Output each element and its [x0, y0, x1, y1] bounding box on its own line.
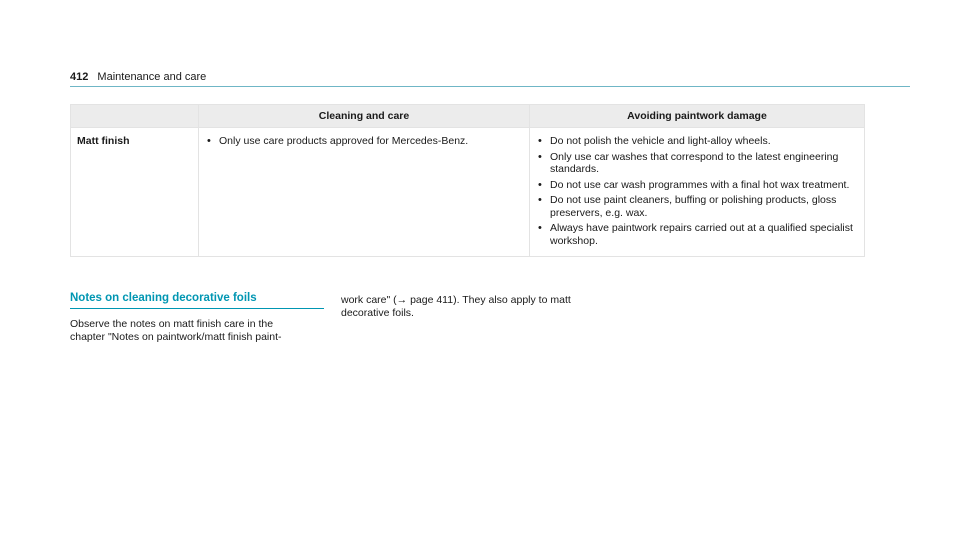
text-line: chapter "Notes on paintwork/matt finish paint-	[70, 330, 282, 343]
page-header	[70, 71, 206, 83]
row-label-matt-finish: Matt finish	[71, 128, 199, 257]
column-header-empty	[71, 105, 199, 128]
cleaning-care-list	[205, 135, 523, 148]
list-item: • Only use care products approved for Mercedes-Benz.	[205, 135, 523, 148]
care-table	[70, 104, 865, 257]
notes-heading: Notes on cleaning decorative foils	[70, 292, 324, 309]
header-divider	[70, 86, 910, 87]
text-line: decorative foils.	[341, 306, 414, 319]
avoiding-damage-cell	[530, 128, 865, 257]
list-item: • Do not polish the vehicle and light-alloy wheels.	[536, 135, 858, 148]
section-title: Maintenance and care	[97, 71, 207, 83]
table-header-row	[71, 105, 865, 128]
cleaning-care-cell	[199, 128, 530, 257]
notes-text-left	[70, 318, 320, 343]
text-line: Observe the notes on matt finish care in the	[70, 318, 274, 330]
list-item: • Only use car washes that correspond to the latest engineering standards.	[536, 151, 858, 176]
avoiding-damage-list	[536, 135, 858, 247]
list-item: • Do not use paint cleaners, buffing or polishing products, gloss preservers, e.g. wax.	[536, 194, 858, 219]
text-line: work care" (→ page 411). They also apply to matt	[341, 294, 571, 306]
list-item: • Do not use car wash programmes with a final hot wax treatment.	[536, 179, 858, 192]
column-header-cleaning: Cleaning and care	[199, 105, 530, 128]
page-number: 412	[70, 71, 89, 83]
table-row	[71, 128, 865, 257]
notes-text-right	[341, 294, 611, 319]
list-item: • Always have paintwork repairs carried out at a qualified specialist workshop.	[536, 222, 858, 247]
column-header-avoiding: Avoiding paintwork damage	[530, 105, 865, 128]
